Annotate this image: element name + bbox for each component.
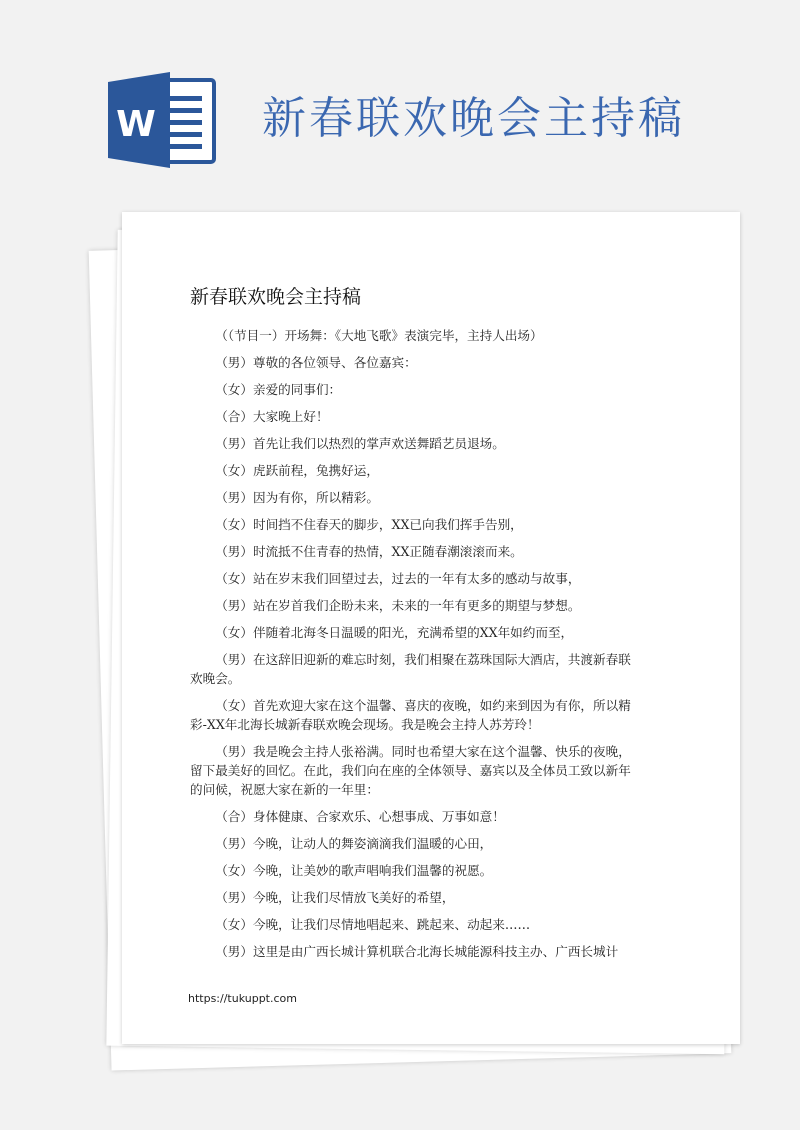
document-paragraph: （（节目一）开场舞：《大地飞歌》表演完毕，主持人出场）	[215, 328, 543, 343]
document-paragraph: （男）因为有你，所以精彩。	[215, 490, 379, 505]
document-paragraph: （男）时流抵不住青春的热情，XX正随春潮滚滚而来。	[215, 544, 523, 559]
document-paragraph: （合）大家晚上好！	[215, 409, 329, 424]
document-paragraph: （男）这里是由广西长城计算机联合北海长城能源科技主办、广西长城计	[215, 944, 619, 959]
svg-text:W: W	[116, 104, 156, 145]
document-title: 新春联欢晚会主持稿	[190, 286, 362, 308]
banner-title: 新春联欢晚会主持稿	[262, 93, 685, 144]
document-paragraph: （女）首先欢迎大家在这个温馨、喜庆的夜晚，如约来到因为有你，所以精彩-XX年北海长城新春联欢晚会现场。我是晚会主持人苏芳玲！	[190, 698, 631, 732]
document-paragraph: （男）我是晚会主持人张裕满。同时也希望大家在这个温馨、快乐的夜晚，留下最美好的回忆。在此，我们向在座的全体领导、嘉宾以及全体员工致以新年的问候，祝愿大家在新的一年里：	[190, 744, 631, 797]
document-page	[122, 212, 740, 1044]
document-paragraph: （女）亲爱的同事们：	[215, 382, 342, 397]
document-paragraph: （女）时间挡不住春天的脚步，XX已向我们挥手告别，	[215, 517, 523, 532]
banner	[0, 0, 800, 190]
footer-url[interactable]: https://tukuppt.com	[188, 992, 297, 1005]
document-paragraph: （女）伴随着北海冬日温暖的阳光，充满希望的XX年如约而至，	[215, 625, 574, 640]
document-paragraph: （女）今晚，让我们尽情地唱起来、跳起来、动起来……	[215, 917, 531, 932]
document-paragraph: （男）今晚，让动人的舞姿滴滴我们温暖的心田，	[215, 836, 493, 851]
document-paragraph: （女）今晚，让美妙的歌声唱响我们温馨的祝愿。	[215, 863, 493, 878]
word-document-icon	[108, 70, 220, 170]
document-paragraph: （合）身体健康、合家欢乐、心想事成、万事如意！	[215, 809, 505, 824]
document-paragraph: （男）今晚，让我们尽情放飞美好的希望，	[215, 890, 455, 905]
document-paragraph: （女）站在岁末我们回望过去，过去的一年有太多的感动与故事，	[215, 571, 581, 586]
document-paragraph: （男）首先让我们以热烈的掌声欢送舞蹈艺员退场。	[215, 436, 505, 451]
document-paragraph: （男）尊敬的各位领导、各位嘉宾：	[215, 355, 417, 370]
document-paragraph: （男）在这辞旧迎新的难忘时刻，我们相聚在荔珠国际大酒店，共渡新春联欢晚会。	[190, 652, 631, 686]
document-paragraph: （男）站在岁首我们企盼未来，未来的一年有更多的期望与梦想。	[215, 598, 581, 613]
document-body	[190, 326, 635, 969]
document-paragraph: （女）虎跃前程，兔携好运，	[215, 463, 379, 478]
